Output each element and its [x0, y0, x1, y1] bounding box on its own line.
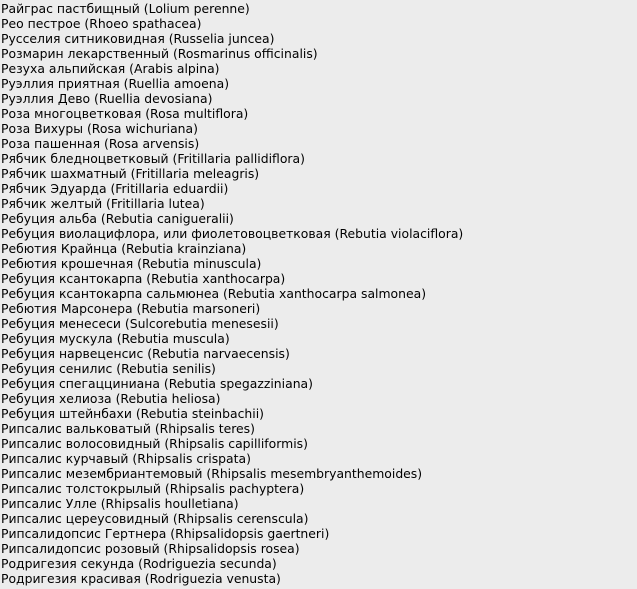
list-item: Рипсалис вальковатый (Rhipsalis teres)	[1, 421, 255, 436]
list-item: Ребуция мускула (Rebutia muscula)	[1, 331, 230, 346]
list-item: Рипсалидопсис розовый (Rhipsalidopsis rosea)	[1, 541, 300, 556]
list-item: Рябчик бледноцветковый (Fritillaria pallidiflora)	[1, 151, 305, 166]
list-item: Роза пашенная (Rosa arvensis)	[1, 136, 200, 151]
list-item: Рипсалис курчавый (Rhipsalis crispata)	[1, 451, 251, 466]
list-item: Ребуция сенилис (Rebutia senilis)	[1, 361, 216, 376]
list-item: Ребуция хелиоза (Rebutia heliosa)	[1, 391, 221, 406]
list-item: Ребуция ксантокарпа сальмюнеа (Rebutia xanthocarpa salmonea)	[1, 286, 427, 301]
list-item: Ребуция нарвеценсис (Rebutia narvaecensis)	[1, 346, 290, 361]
list-item: Рябчик Эдуарда (Fritillaria eduardii)	[1, 181, 229, 196]
list-item: Ребуция альба (Rebutia canigueralii)	[1, 211, 234, 226]
list-item: Рипсалис Улле (Rhipsalis houlletiana)	[1, 496, 239, 511]
list-item: Ребютия крошечная (Rebutia minuscula)	[1, 256, 262, 271]
list-item: Руэллия Дево (Ruellia devosiana)	[1, 91, 213, 106]
plant-list	[0, 1, 463, 586]
list-item: Райграс пастбищный (Lolium perenne)	[1, 1, 250, 16]
list-item: Русселия ситниковидная (Russelia juncea)	[1, 31, 275, 46]
list-item: Руэллия приятная (Ruellia amoena)	[1, 76, 230, 91]
list-item: Розмарин лекарственный (Rosmarinus officinalis)	[1, 46, 318, 61]
list-item: Ребютия Марсонера (Rebutia marsoneri)	[1, 301, 261, 316]
list-item: Ребютия Крайнца (Rebutia krainziana)	[1, 241, 247, 256]
list-item: Ребуция менесеси (Sulcorebutia menesesii)	[1, 316, 279, 331]
list-item: Резуха альпийская (Arabis alpina)	[1, 61, 220, 76]
list-item: Родригезия секунда (Rodriguezia secunda)	[1, 556, 277, 571]
list-item: Рео пестрое (Rhoeo spathacea)	[1, 16, 202, 31]
list-item: Рипсалис цереусовидный (Rhipsalis cerenscula)	[1, 511, 309, 526]
list-item: Рипсалис волосовидный (Rhipsalis capilliformis)	[1, 436, 308, 451]
list-item: Рябчик шахматный (Fritillaria meleagris)	[1, 166, 260, 181]
list-item: Роза многоцветковая (Rosa multiflora)	[1, 106, 249, 121]
list-item: Ребуция спегацциниана (Rebutia spegazziniana)	[1, 376, 313, 391]
list-item: Родригезия красивая (Rodriguezia venusta)	[1, 571, 281, 586]
list-item: Рипсалидопсис Гертнера (Rhipsalidopsis gaertneri)	[1, 526, 330, 541]
list-item: Ребуция виолацифлора, или фиолетовоцветковая (Rebutia violaciflora)	[1, 226, 464, 241]
list-item: Рипсалис мезембриантемовый (Rhipsalis mesembryanthemoides)	[1, 466, 423, 481]
list-item: Рипсалис толстокрылый (Rhipsalis pachyptera)	[1, 481, 305, 496]
list-item: Ребуция ксантокарпа (Rebutia xanthocarpa)	[1, 271, 286, 286]
list-item: Роза Вихуры (Rosa wichuriana)	[1, 121, 198, 136]
list-item: Рябчик желтый (Fritillaria lutea)	[1, 196, 205, 211]
list-item: Ребуция штейнбахи (Rebutia steinbachii)	[1, 406, 264, 421]
